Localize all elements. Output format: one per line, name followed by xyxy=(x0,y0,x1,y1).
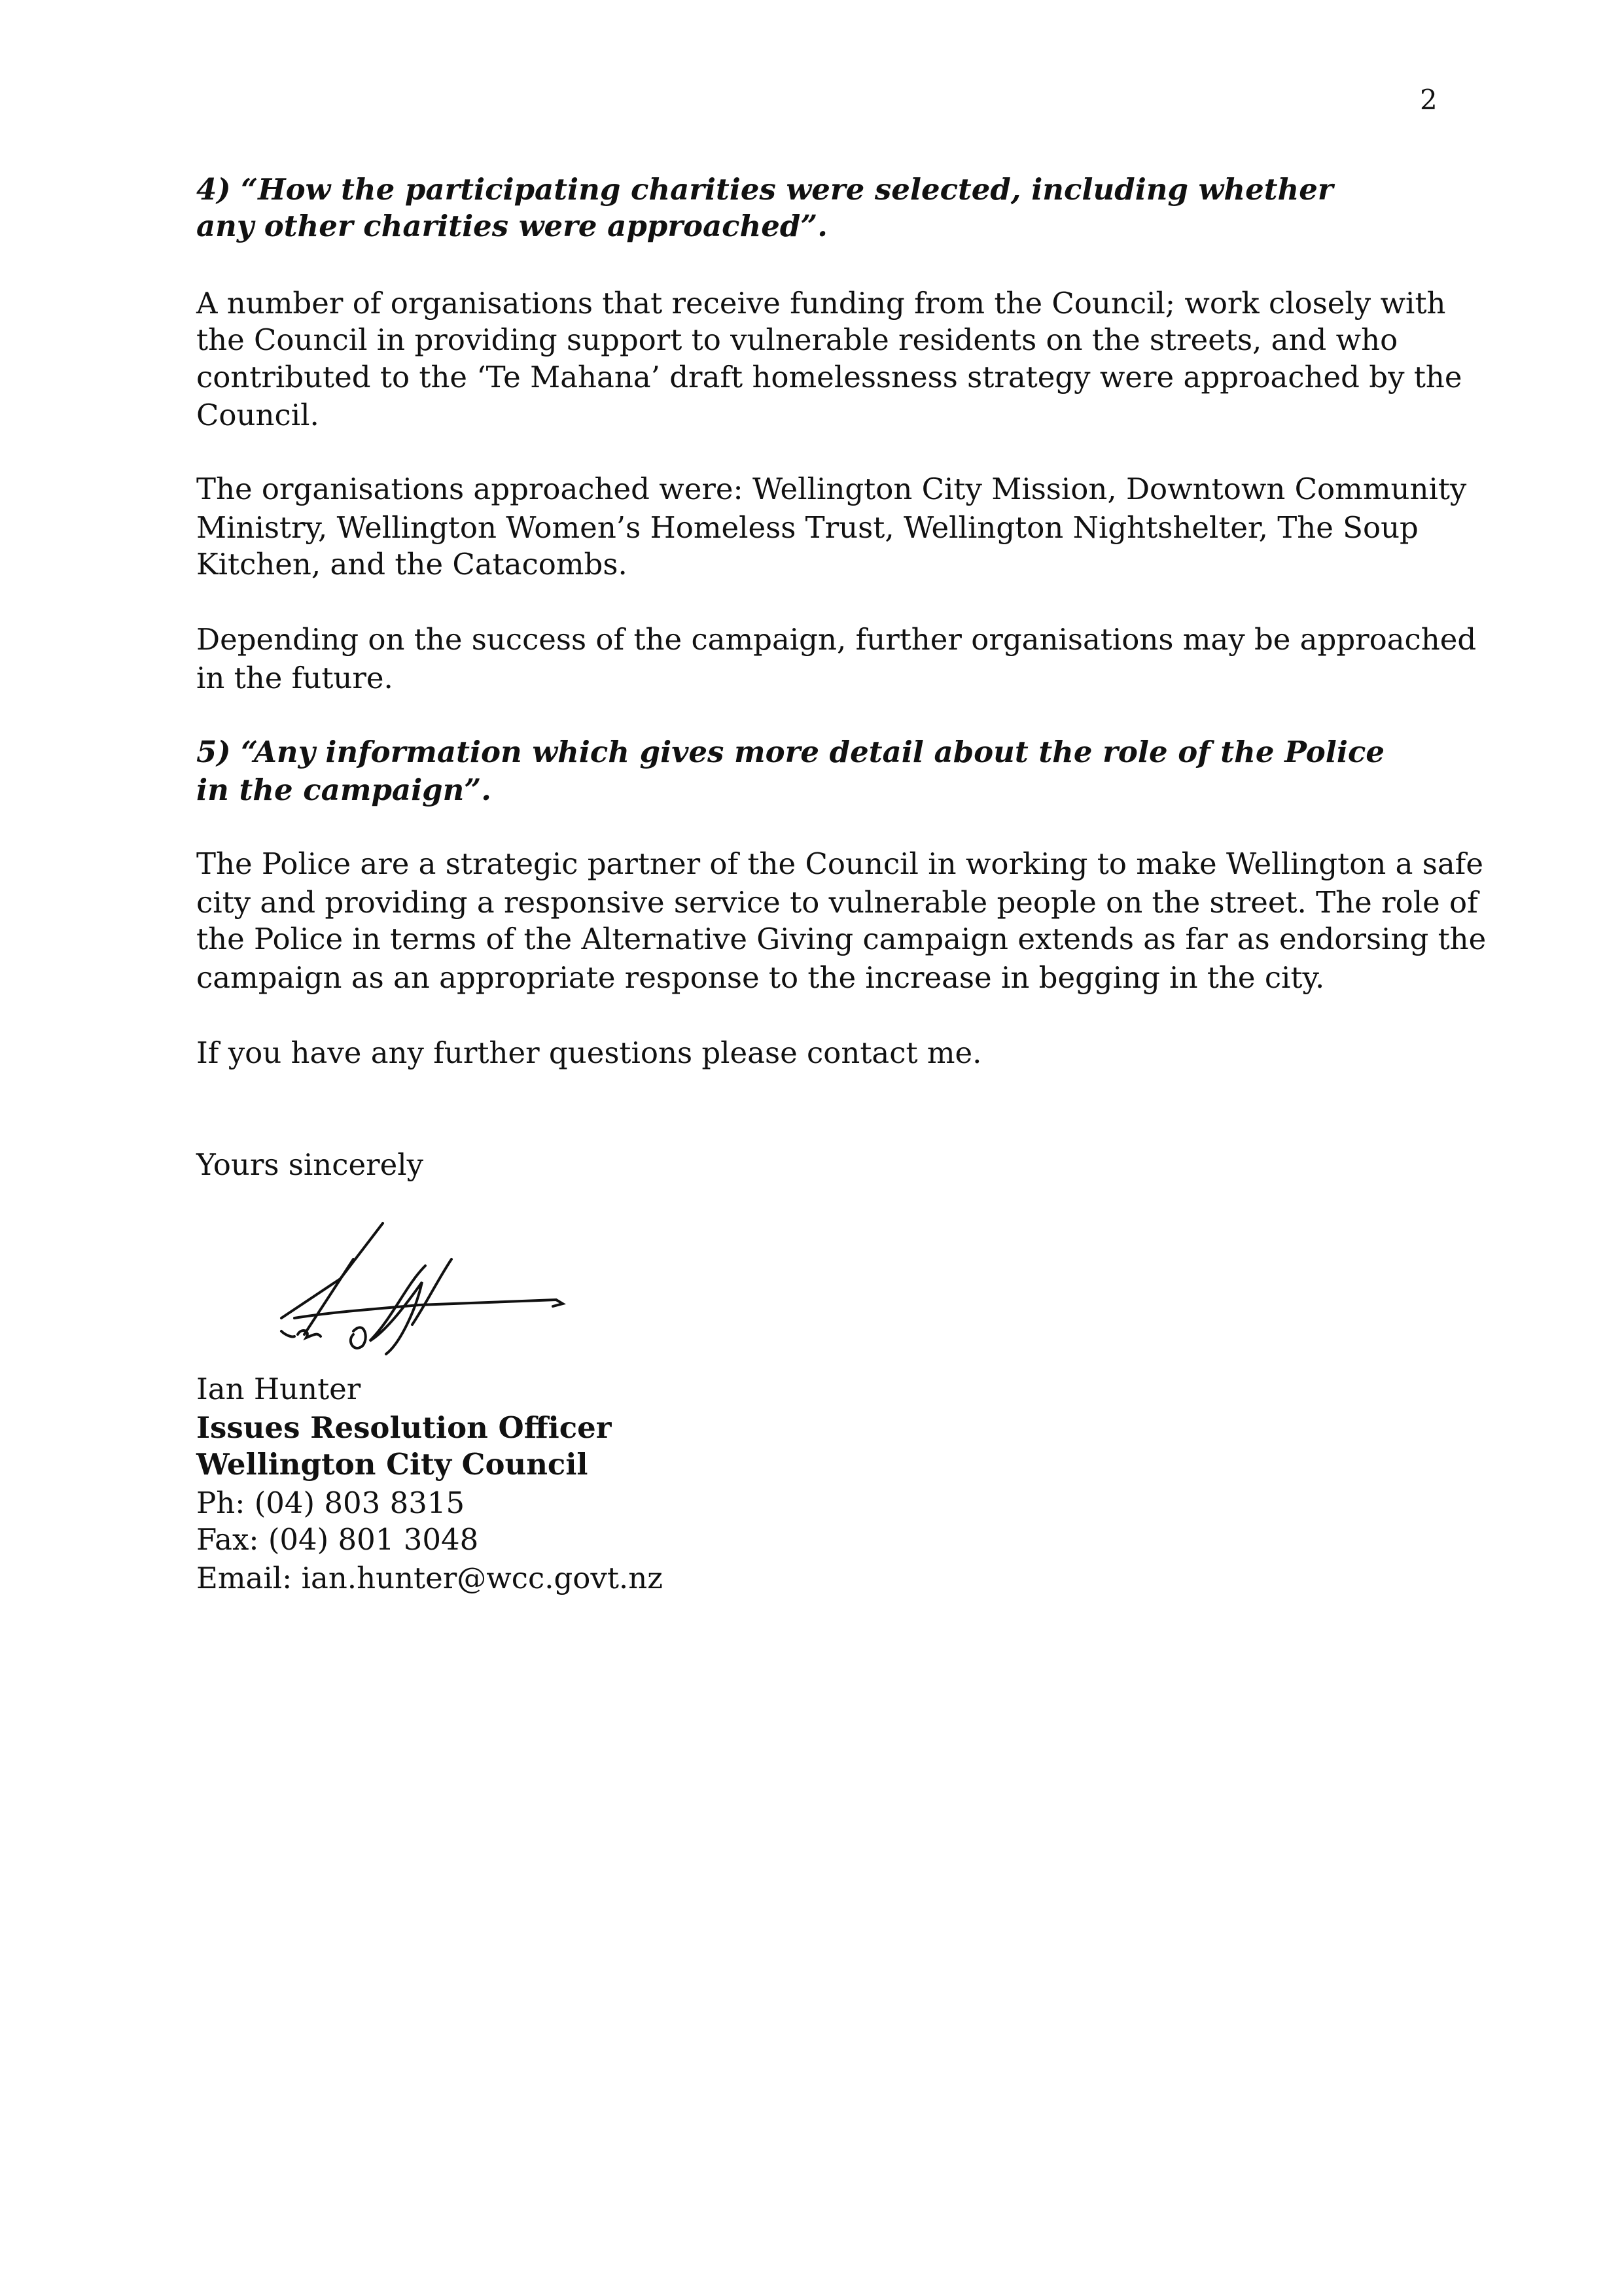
paragraph-line: Ministry, Wellington Women’s Homeless Trust, Wellington Nightshelter, The Soup xyxy=(196,510,1419,545)
paragraph-line: the Council in providing support to vulnerable residents on the streets, and who xyxy=(196,322,1398,357)
closing: Yours sincerely xyxy=(196,1147,424,1182)
paragraph-line: A number of organisations that receive funding from the Council; work closely with xyxy=(196,286,1446,321)
signatory-organisation: Wellington City Council xyxy=(196,1447,588,1482)
signatory-title: Issues Resolution Officer xyxy=(196,1410,612,1445)
paragraph-line: Kitchen, and the Catacombs. xyxy=(196,547,627,582)
signature xyxy=(255,1220,576,1357)
paragraph-line: contributed to the ‘Te Mahana’ draft homelessness strategy were approached by the xyxy=(196,360,1462,394)
paragraph-line: If you have any further questions please contact me. xyxy=(196,1035,982,1070)
section-5-heading-line-1: 5) “Any information which gives more detail about the role of the Police xyxy=(196,735,1385,769)
section-5-heading-line-2: in the campaign”. xyxy=(196,773,491,807)
paragraph-line: the Police in terms of the Alternative Giving campaign extends as far as endorsing the xyxy=(196,922,1487,956)
paragraph-line: The Police are a strategic partner of the Council in working to make Wellington a safe xyxy=(196,846,1483,881)
paragraph-line: campaign as an appropriate response to the increase in begging in the city. xyxy=(196,960,1325,995)
signatory-name: Ian Hunter xyxy=(196,1372,361,1406)
paragraph-line: city and providing a responsive service to vulnerable people on the street. The role of xyxy=(196,885,1478,920)
signatory-phone: Ph: (04) 803 8315 xyxy=(196,1486,465,1520)
paragraph-line: Council. xyxy=(196,398,319,432)
paragraph-line: in the future. xyxy=(196,661,393,695)
section-4-heading-line-1: 4) “How the participating charities were selected, including whether xyxy=(196,172,1333,207)
section-4-heading-line-2: any other charities were approached”. xyxy=(196,209,828,243)
paragraph-line: The organisations approached were: Wellington City Mission, Downtown Community xyxy=(196,472,1467,506)
signatory-fax: Fax: (04) 801 3048 xyxy=(196,1522,479,1557)
page-number: 2 xyxy=(1420,84,1438,116)
paragraph-line: Depending on the success of the campaign, further organisations may be approached xyxy=(196,622,1477,657)
signatory-email: Email: ian.hunter@wcc.govt.nz xyxy=(196,1561,663,1595)
